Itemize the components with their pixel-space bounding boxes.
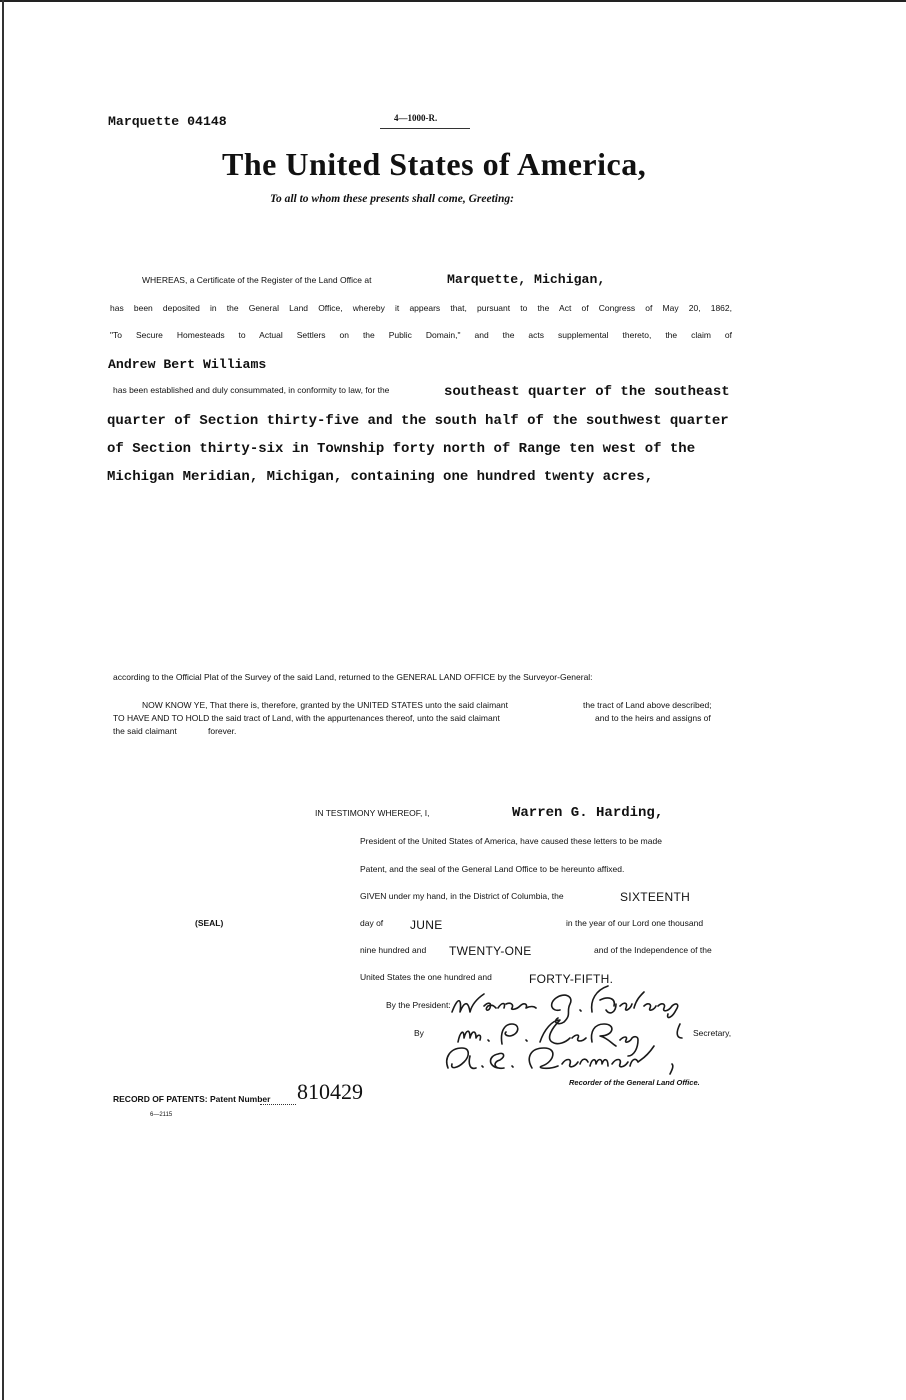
now-know-ye-continued: the tract of Land above described; bbox=[583, 700, 712, 710]
whereas-text: WHEREAS, a Certificate of the Register of the Land Office at bbox=[142, 275, 372, 285]
document-title: The United States of America, bbox=[222, 146, 647, 182]
recorder-label: Recorder of the General Land Office. bbox=[569, 1078, 700, 1087]
independence-value: FORTY-FIFTH. bbox=[529, 972, 614, 986]
recital-line-2: has been deposited in the General Land Office, whereby it appears that, pursuant to the Act of Congress of May 20, 1862, bbox=[110, 303, 732, 313]
record-label: RECORD OF PATENTS: Patent Number bbox=[113, 1094, 271, 1104]
testimony-line-1: President of the United States of America, have caused these letters to be made bbox=[360, 836, 662, 846]
tract-line-4: Michigan Meridian, Michigan, containing one hundred twenty acres, bbox=[107, 469, 654, 485]
day-of-text: day of bbox=[360, 918, 384, 928]
patent-number: 810429 bbox=[297, 1079, 363, 1104]
independence-text: and of the Independence of the bbox=[594, 945, 712, 955]
year-value: TWENTY-ONE bbox=[449, 944, 532, 958]
tract-line-3: of Section thirty-six in Township forty north of Range ten west of the bbox=[107, 441, 696, 457]
tract-line-2: quarter of Section thirty-five and the south half of the southwest quarter bbox=[107, 413, 729, 429]
to-have-continued: and to the heirs and assigns of bbox=[595, 713, 711, 723]
given-text: GIVEN under my hand, in the District of Columbia, the bbox=[360, 891, 564, 901]
patent-number-leader bbox=[260, 1104, 296, 1105]
established-text: has been established and duly consummated, in conformity to law, for the bbox=[113, 385, 390, 395]
forever: forever. bbox=[208, 726, 237, 736]
page-border-top bbox=[0, 0, 906, 2]
testimony-line-2: Patent, and the seal of the General Land Office to be hereunto affixed. bbox=[360, 864, 625, 874]
by-label: By bbox=[414, 1028, 424, 1038]
now-know-ye: NOW KNOW YE, That there is, therefore, granted by the UNITED STATES unto the said claimant bbox=[142, 700, 508, 710]
survey-line: according to the Official Plat of the Survey of the said Land, returned to the GENERAL LAND OFFICE by the Surveyor-General: bbox=[113, 672, 593, 682]
form-number: 4—1000-R. bbox=[394, 113, 438, 123]
form-code: 6—2115 bbox=[150, 1112, 173, 1118]
handwritten-signatures bbox=[440, 976, 740, 1086]
president-signature bbox=[452, 986, 678, 1024]
by-the-president: By the President: bbox=[386, 1000, 451, 1010]
year-text: in the year of our Lord one thousand bbox=[566, 918, 704, 928]
claimant-name: Andrew Bert Williams bbox=[108, 357, 267, 372]
greeting: To all to whom these presents shall come, Greeting: bbox=[270, 193, 514, 205]
land-office: Marquette, Michigan, bbox=[447, 272, 606, 287]
secretary-label: Secretary, bbox=[693, 1028, 732, 1038]
page-border-left bbox=[2, 0, 4, 1400]
recorder-signature bbox=[447, 1046, 673, 1074]
seal-label: (SEAL) bbox=[195, 918, 224, 928]
testimony-intro: IN TESTIMONY WHEREOF, I, bbox=[315, 808, 430, 818]
recital-line-3: "To Secure Homesteads to Actual Settlers on the Public Domain," and the acts supplemental thereto, the claim of bbox=[110, 330, 732, 340]
day-value: SIXTEENTH bbox=[620, 890, 691, 904]
secretary-signature bbox=[458, 1020, 682, 1056]
file-number: Marquette 04148 bbox=[108, 114, 227, 129]
tract-line-1: southeast quarter of the southeast bbox=[444, 384, 730, 400]
form-number-rule bbox=[380, 128, 470, 129]
to-have-and-to-hold: TO HAVE AND TO HOLD the said tract of Land, with the appurtenances thereof, unto the said claimant bbox=[113, 713, 500, 723]
president-name: Warren G. Harding, bbox=[512, 805, 664, 821]
nine-hundred-text: nine hundred and bbox=[360, 945, 427, 955]
said-claimant: the said claimant bbox=[113, 726, 177, 736]
united-states-text: United States the one hundred and bbox=[360, 972, 492, 982]
month-value: JUNE bbox=[410, 918, 443, 932]
